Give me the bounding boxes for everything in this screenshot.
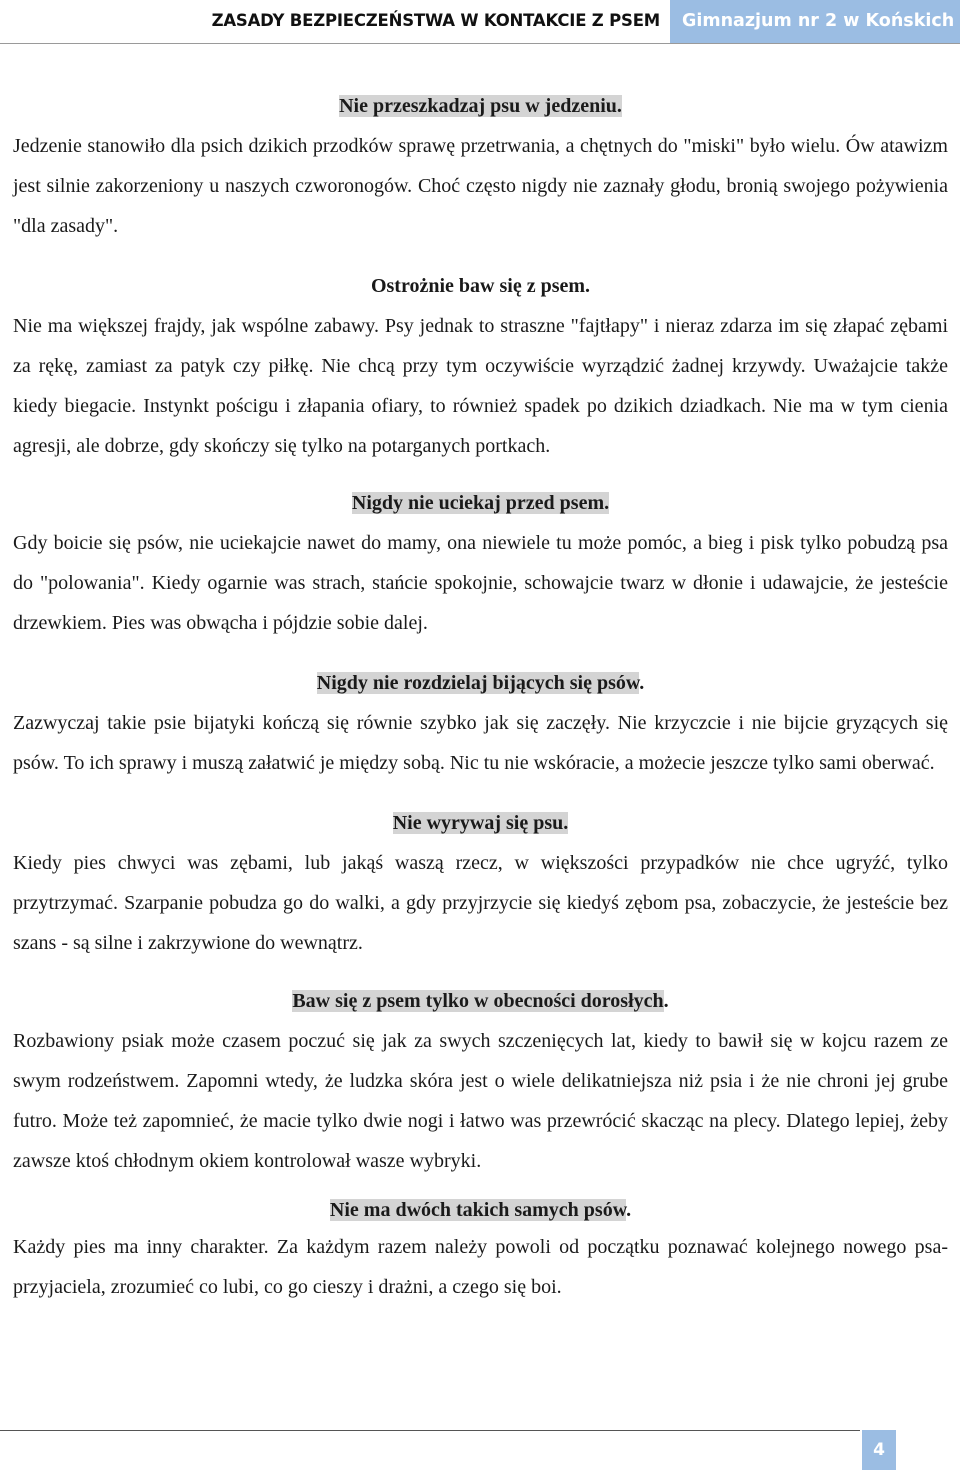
- section-paragraph: Rozbawiony psiak może czasem poczuć się jak za swych szczenięcych lat, kiedy to bawił się w kojcu razem ze swym rodzeństwem. Zapomni wtedy, że ludzka skóra jest o wiele delikatniejsza niż psia i że nie chroni jej grube futro. Może też zapomnieć, że macie tylko dwie nogi i łatwo was przewrócić skacząc na plecy. Dlatego lepiej, żeby zawsze ktoś chłodnym okiem kontrolował wasze wybryki.: [13, 1030, 948, 1172]
- page-header: [0, 0, 960, 44]
- section-heading: Baw się z psem tylko w obecności dorosłych.: [292, 990, 669, 1012]
- heading-highlight: Nigdy nie uciekaj przed psem.: [351, 492, 610, 514]
- section-fighting: [13, 663, 948, 783]
- heading-highlight: Nie przeszkadzaj psu w jedzeniu.: [339, 95, 622, 117]
- section-paragraph: Nie ma większej frajdy, jak wspólne zabawy. Psy jednak to straszne "fajtłapy" i nieraz zdarza im się złapać zębami za rękę, zamiast za patyk czy piłkę. Nie chcą przy tym oczywiście wyrządzić żadnej krzywdy. Uważajcie także kiedy biegacie. Instynkt pościgu i złapania ofiary, to również spadek po dzikich dziadkach. Nie ma w tym cienia agresji, ale dobrze, gdy skończy się tylko na potarganych portkach.: [13, 315, 948, 457]
- section-paragraph: Każdy pies ma inny charakter. Za każdym razem należy powoli od początku poznawać kolejnego nowego psa-przyjaciela, zrozumieć co lubi, co go cieszy i drażni, a czego się boi.: [13, 1236, 948, 1298]
- section-heading: [13, 803, 948, 843]
- heading-highlight: Nie wyrywaj się psu.: [392, 812, 569, 834]
- section-heading: [13, 483, 948, 523]
- section-running: [13, 483, 948, 643]
- section-heading: [13, 86, 948, 126]
- section-heading: Nie ma dwóch takich samych psów.: [329, 1199, 632, 1221]
- section-heading: Nigdy nie rozdzielaj bijących się psów.: [316, 672, 645, 694]
- section-play: [13, 266, 948, 466]
- document-title: ZASADY BEZPIECZEŃSTWA W KONTAKCIE Z PSEM: [211, 11, 660, 30]
- section-paragraph: Gdy boicie się psów, nie uciekajcie nawet do mamy, ona niewiele tu może pomóc, a bieg i pisk tylko pobudzą psa do "polowania". Kiedy ogarnie was strach, stańcie spokojnie, schowajcie twarz w dłonie i udawajcie, że jesteście drzewkiem. Pies was obwącha i pójdzie sobie dalej.: [13, 532, 948, 634]
- heading-highlight: Baw się z psem tylko w obecności dorosłych: [292, 990, 664, 1012]
- section-paragraph: Jedzenie stanowiło dla psich dzikich przodków sprawę przetrwania, a chętnych do "miski" było wielu. Ów atawizm jest silnie zakorzeniony u naszych czworonogów. Choć często nigdy nie zaznały głodu, bronią swojego pożywienia "dla zasady".: [13, 135, 948, 237]
- school-name-banner: Gimnazjum nr 2 w Końskich: [670, 0, 960, 43]
- section-paragraph: Kiedy pies chwyci was zębami, lub jakąś waszą rzecz, w większości przypadków nie chce ugryźć, tylko przytrzymać. Szarpanie pobudza go do walki, a gdy przyjrzycie się kiedyś zębom psa, zobaczycie, że jesteście bez szans - są silne i zakrzywione do wewnątrz.: [13, 852, 948, 954]
- heading-highlight: Nie ma dwóch takich samych psów: [329, 1199, 627, 1221]
- heading-text: Ostrożnie baw się z psem.: [370, 275, 591, 297]
- page-number: 4: [862, 1430, 896, 1470]
- section-different-dogs: [13, 1193, 948, 1307]
- section-adults: [13, 981, 948, 1181]
- section-feeding: [13, 86, 948, 246]
- section-pulling: [13, 803, 948, 963]
- section-heading: [13, 266, 948, 306]
- heading-highlight: Nigdy nie rozdzielaj bijących się psów: [316, 672, 640, 694]
- section-paragraph: Zazwyczaj takie psie bijatyki kończą się równie szybko jak się zaczęły. Nie krzyczcie i nie bijcie gryzących się psów. To ich sprawy i muszą załatwić je między sobą. Nic tu nie wskóracie, a możecie jeszcze tylko sami oberwać.: [13, 712, 948, 774]
- page-content: [13, 86, 948, 1307]
- footer-divider: [0, 1430, 860, 1431]
